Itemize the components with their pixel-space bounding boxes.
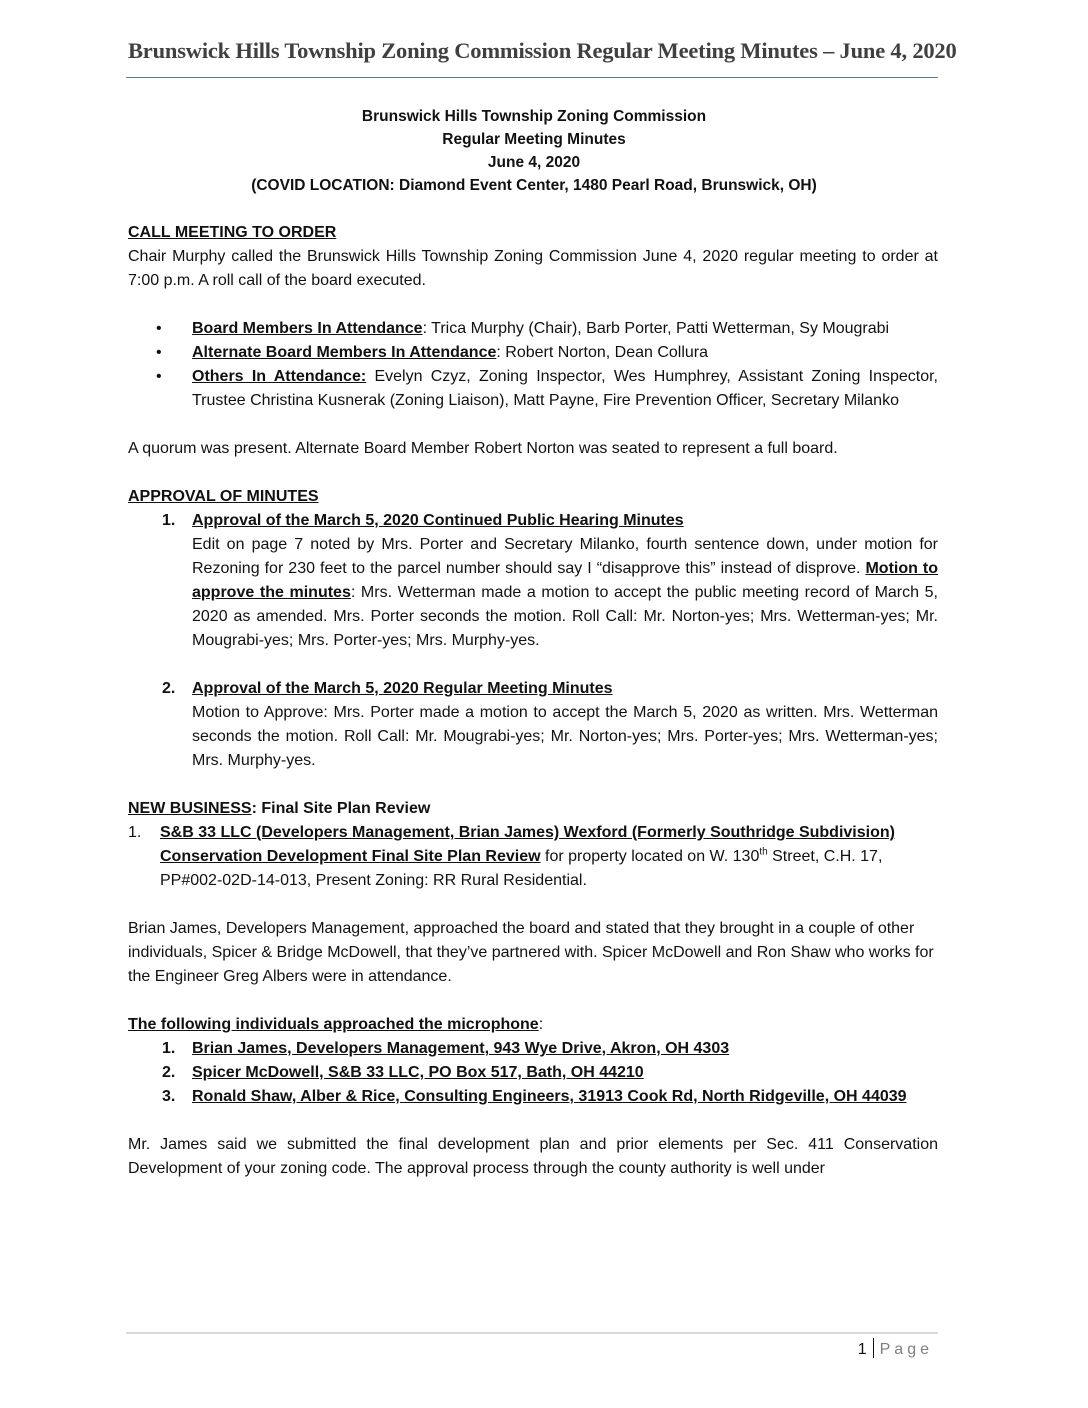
call-to-order-heading: CALL MEETING TO ORDER [128,224,337,241]
ordinal-suffix: th [759,846,768,858]
new-business-paragraph-2: Mr. James said we submitted the final development plan and prior elements per Sec. 411 Conservation Development of your zoning code. The approval process through the county authority is well under [128,1136,938,1177]
attendance-label: Others In Attendance: [192,368,367,385]
approval-item [128,509,938,653]
attendance-list [128,317,938,413]
speaker-text: Brian James, Developers Management, 943 Wye Drive, Akron, OH 4303 [192,1040,730,1057]
approval-list [128,509,938,773]
call-to-order-text: Chair Murphy called the Brunswick Hills Township Zoning Commission June 4, 2020 regular meeting to order at 7:00 p.m. A roll call of the board executed. [128,248,938,289]
page-number: 1 [857,1341,867,1358]
title-block [128,105,940,197]
attendance-sep: : [422,320,428,337]
item-number: 1. [162,1040,176,1057]
attendance-text: Trica Murphy (Chair), Barb Porter, Patti Wetterman, Sy Mougrabi [427,320,890,337]
attendance-text: Robert Norton, Dean Collura [500,344,709,361]
new-business-item-title: S&B 33 LLC (Developers Management, Brian James) Wexford (Formerly Southridge Subdivision) Conservation Development Final Site Plan Review [160,824,895,865]
speaker-text: Spicer McDowell, S&B 33 LLC, PO Box 517, Bath, OH 44210 [192,1064,644,1081]
speaker-item [128,1085,938,1109]
title-line-1: Brunswick Hills Township Zoning Commission [361,108,707,125]
approval-item-title: Approval of the March 5, 2020 Continued Public Hearing Minutes [192,512,684,529]
footer-separator [873,1338,874,1358]
approval-item-text: Motion to Approve: Mrs. Porter made a motion to accept the March 5, 2020 as written. Mrs. Wetterman seconds the motion. Roll Call: Mr. Mougrabi-yes; Mr. Norton-yes; Mrs. Porter-yes; Mrs. Wetterman-yes; Mrs. Murphy-yes. [192,704,938,769]
header-divider [126,77,938,78]
attendance-item [128,317,938,341]
attendance-label: Board Members In Attendance [192,320,423,337]
approval-heading: APPROVAL OF MINUTES [128,488,319,505]
new-business-item-text-2: Street, C.H. 17, PP#002-02D-14-013, Present Zoning: RR Rural Residential. [160,848,883,889]
attendance-item [128,341,938,365]
new-business-subheading: : Final Site Plan Review [251,800,431,817]
bullet-icon: • [156,320,162,337]
new-business-paragraph-1: Brian James, Developers Management, approached the board and stated that they brought in a couple of other individuals, Spicer & Bridge McDowell, that they’ve partnered with. Spicer McDowell and Ron Shaw who works for the Engineer Greg Albers were in attendance. [128,920,934,985]
footer-divider [126,1332,938,1334]
new-business-heading: NEW BUSINESS [128,800,252,817]
bullet-icon: • [156,344,162,361]
running-header: Brunswick Hills Township Zoning Commission Regular Meeting Minutes – June 4, 2020 [128,38,957,63]
speakers-heading: The following individuals approached the microphone [128,1016,539,1033]
approval-item [128,677,938,773]
page-label: Page [879,1341,933,1358]
speaker-item [128,1037,938,1061]
speaker-text: Ronald Shaw, Alber & Rice, Consulting Engineers, 31913 Cook Rd, North Ridgeville, OH 44039 [192,1088,907,1105]
approval-item-text: Edit on page 7 noted by Mrs. Porter and Secretary Milanko, fourth sentence down, under motion for Rezoning for 230 feet to the parcel number should say I “disapprove this” instead of disprove. [192,536,938,577]
bullet-icon: • [156,368,162,385]
document-body [128,221,938,1181]
motion-label: Motion to approve the minutes [192,560,939,601]
attendance-text: Evelyn Czyz, Zoning Inspector, Wes Humphrey, Assistant Zoning Inspector, Trustee Christina Kusnerak (Zoning Liaison), Matt Payne, Fire Prevention Officer, Secretary Milanko [192,368,938,409]
item-number: 2. [162,1064,176,1081]
new-business-list [128,821,938,893]
new-business-item [128,821,938,893]
speakers-list [128,1037,938,1109]
attendance-item [128,365,938,413]
speaker-item [128,1061,938,1085]
speakers-colon: : [538,1016,544,1033]
attendance-sep: : [496,344,501,361]
approval-item-text-2: : Mrs. Wetterman made a motion to accept the public meeting record of March 5, 2020 as amended. Mrs. Porter seconds the motion. Roll Call: Mr. Norton-yes; Mrs. Wetterman-yes; Mr. Mougrabi-yes; Mrs. Porter-yes; Mrs. Murphy-yes. [192,584,938,649]
new-business-item-text: for property located on W. 130 [540,848,760,865]
page-footer [858,1338,933,1359]
item-number: 3. [162,1088,176,1105]
item-number: 1. [162,512,176,529]
item-number: 2. [162,680,176,697]
title-line-4: (COVID LOCATION: Diamond Event Center, 1480 Pearl Road, Brunswick, OH) [251,177,817,194]
title-line-3: June 4, 2020 [487,154,581,171]
attendance-label: Alternate Board Members In Attendance [192,344,497,361]
item-number: 1. [128,824,142,841]
quorum-text: A quorum was present. Alternate Board Member Robert Norton was seated to represent a full board. [128,440,838,457]
title-line-2: Regular Meeting Minutes [442,131,626,148]
approval-item-title: Approval of the March 5, 2020 Regular Meeting Minutes [192,680,613,697]
